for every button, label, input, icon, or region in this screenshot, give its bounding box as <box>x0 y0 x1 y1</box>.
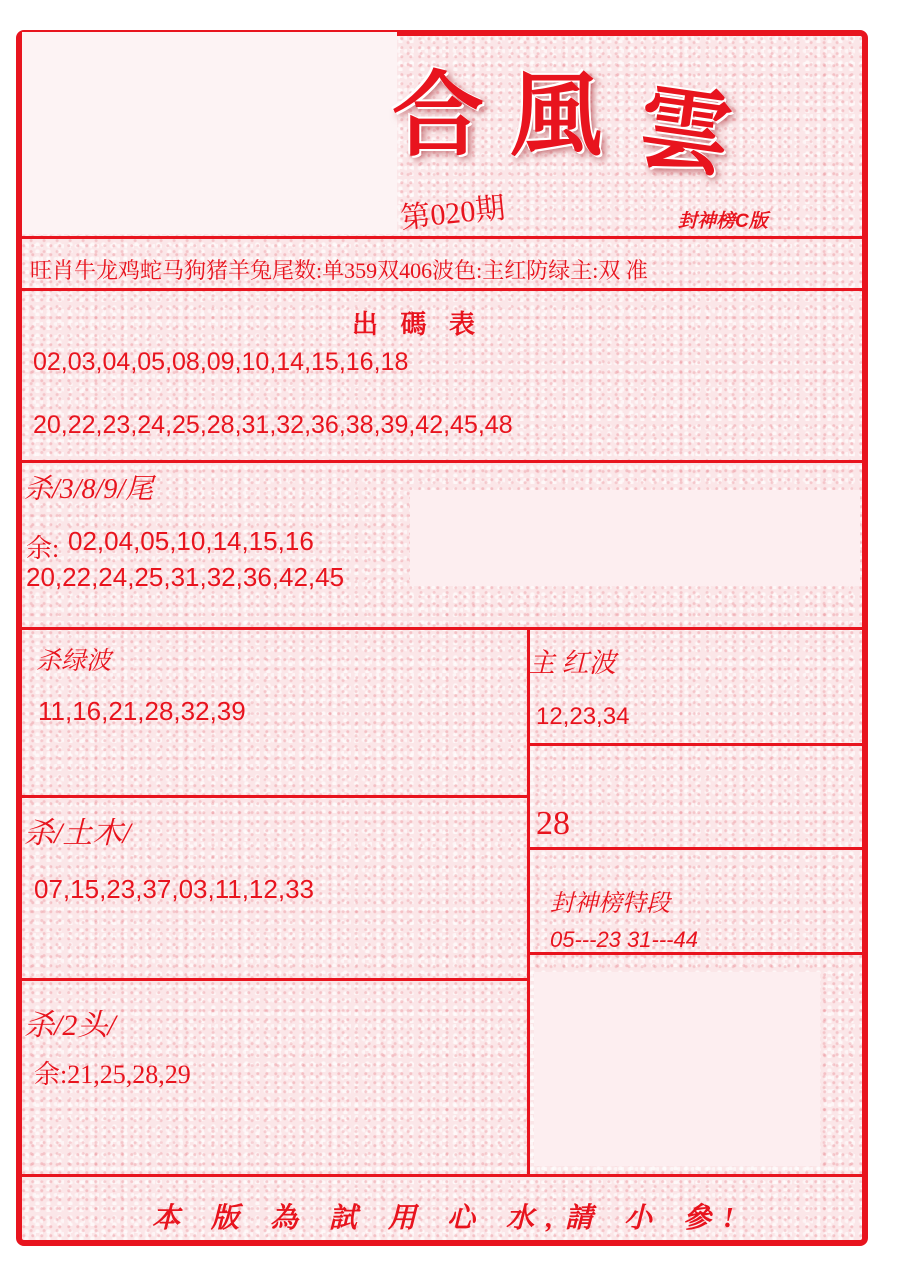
divider-right-1 <box>528 743 864 746</box>
edition-label: 封神榜C版 <box>678 211 768 232</box>
info-line: 旺肖牛龙鸡蛇马狗猪羊兔尾数:单359双406波色:主红防绿主:双 准 <box>30 258 648 283</box>
main-red-label: 主 红波 <box>528 648 616 678</box>
divider-header <box>22 236 864 239</box>
divider-draw <box>22 460 864 463</box>
footer-note: 本 版 為 試 用 心 水,請 小 參! <box>152 1203 746 1234</box>
title-char-1: 合 <box>392 61 485 169</box>
kill-tail-rest-line1: 02,04,05,10,14,15,16 <box>68 526 314 556</box>
single-number: 28 <box>536 805 570 842</box>
divider-footer <box>22 1174 864 1177</box>
kill-head-rest: 余:21,25,28,29 <box>34 1060 191 1089</box>
kill-element-numbers: 07,15,23,37,03,11,12,33 <box>34 874 314 904</box>
kill-element-label: 杀/土木/ <box>24 817 131 850</box>
kill-tail-label: 杀/3/8/9/尾 <box>24 474 154 505</box>
special-segment-label: 封神榜特段 <box>550 891 670 917</box>
draw-row-2: 20,22,23,24,25,28,31,32,36,38,39,42,45,48 <box>33 411 513 439</box>
main-red-numbers: 12,23,34 <box>536 703 630 730</box>
divider-right-2 <box>528 847 864 850</box>
divider-left-1 <box>22 795 530 798</box>
divider-vertical <box>527 627 530 1176</box>
kill-tail-rest-prefix: 余: <box>26 534 60 563</box>
divider-left-2 <box>22 978 530 981</box>
kill-green-label: 杀绿波 <box>36 648 112 675</box>
issue-number: 第020期 <box>398 191 507 236</box>
title-char-3: 雲 <box>631 71 739 191</box>
kill-green-numbers: 11,16,21,28,32,39 <box>38 696 246 726</box>
kill-tail-rest-line2: 20,22,24,25,31,32,36,42,45 <box>26 562 345 592</box>
special-segment-ranges: 05---23 31---44 <box>550 927 698 952</box>
header-blank-area <box>22 32 397 234</box>
kill-head-label: 杀/2头/ <box>24 1009 116 1042</box>
divider-tail <box>22 627 864 630</box>
draw-row-1: 02,03,04,05,08,09,10,14,15,16,18 <box>33 348 409 376</box>
tail-blank-area <box>410 490 860 586</box>
draw-table-title: 出 碼 表 <box>352 310 484 339</box>
title-char-2: 風 <box>510 61 603 169</box>
bottom-right-blank-area <box>534 972 820 1166</box>
divider-info <box>22 288 864 291</box>
